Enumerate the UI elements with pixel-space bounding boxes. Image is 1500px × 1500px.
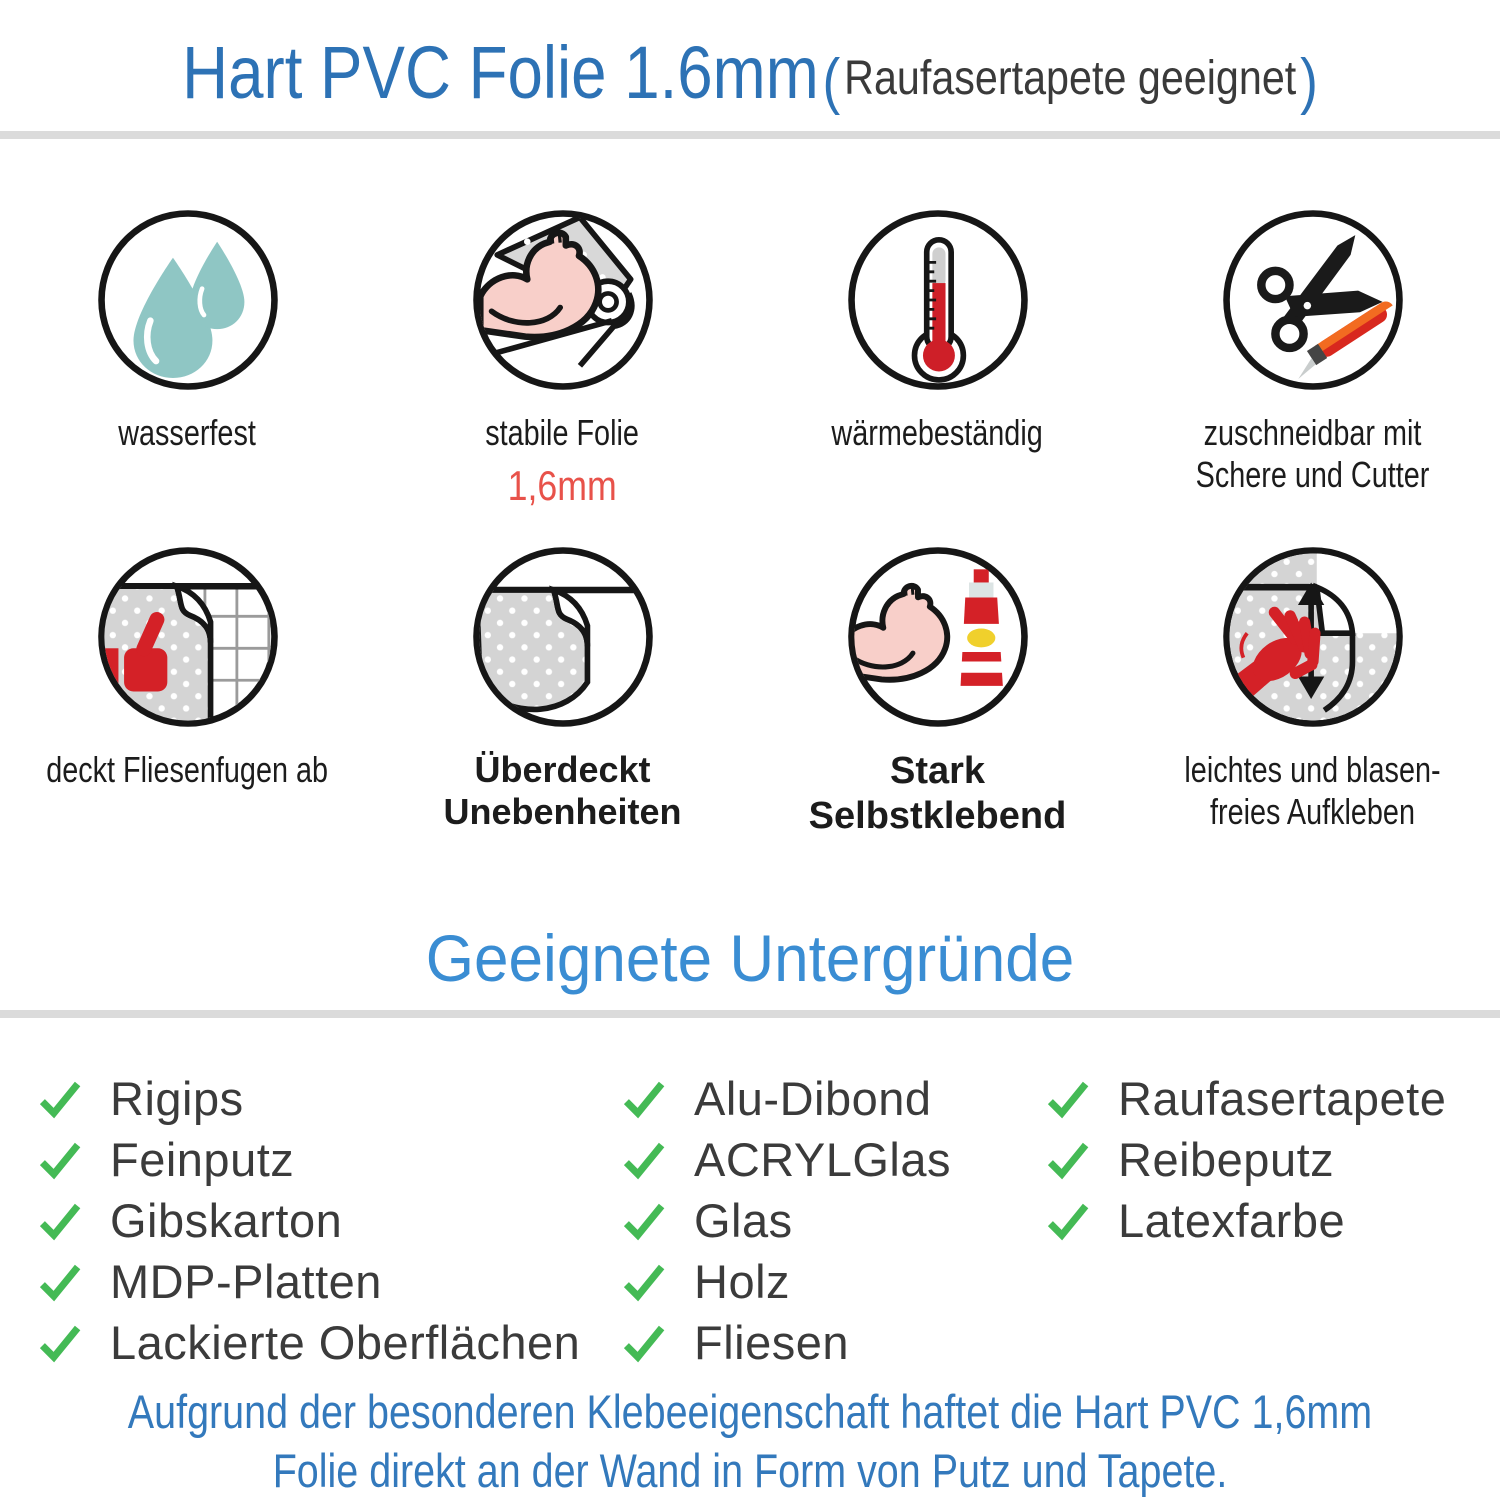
foil-fold-icon <box>469 543 657 731</box>
check-icon <box>622 1138 666 1182</box>
hand-apply-icon <box>1219 543 1407 731</box>
surface-item <box>622 1190 951 1251</box>
surface-item <box>1046 1190 1446 1251</box>
muscle-glue-icon <box>844 543 1032 731</box>
feature-label: wärmebeständig <box>831 412 1044 453</box>
check-icon <box>1046 1199 1090 1243</box>
surfaces-column-2 <box>622 1068 951 1373</box>
feature-thickness: 1,6mm <box>507 462 618 510</box>
surface-label: Gibskarton <box>110 1194 343 1247</box>
feature-cuttable <box>1125 206 1500 510</box>
feature-label: leichtes und blasen-freies Aufkleben <box>1184 749 1441 833</box>
surface-label: MDP-Platten <box>110 1255 382 1308</box>
surface-label: Latexfarbe <box>1118 1194 1346 1247</box>
surface-item <box>622 1129 951 1190</box>
check-icon <box>38 1138 82 1182</box>
feature-label: Überdeckt Unebenheiten <box>443 749 682 833</box>
footer-line-1: Aufgrund der besonderen Klebeeigenschaft haftet die Hart PVC 1,6mm <box>127 1385 1373 1438</box>
muscle-foil-icon <box>469 206 657 394</box>
feature-covers-grout <box>0 543 375 839</box>
check-icon <box>1046 1138 1090 1182</box>
surface-item <box>38 1068 580 1129</box>
surface-label: Lackierte Oberflächen <box>110 1316 581 1369</box>
surface-label: Feinputz <box>110 1133 295 1186</box>
feature-waterproof <box>0 206 375 510</box>
scissors-cutter-icon <box>1219 206 1407 394</box>
check-icon <box>38 1199 82 1243</box>
surface-item <box>38 1129 580 1190</box>
feature-label: zuschneidbar mit Schere und Cutter <box>1195 412 1430 496</box>
feature-easy-apply <box>1125 543 1500 839</box>
divider-top <box>0 131 1500 139</box>
check-icon <box>1046 1077 1090 1121</box>
feature-label: stabile Folie <box>485 412 640 453</box>
water-drops-icon <box>94 206 282 394</box>
surface-label: Rigips <box>110 1072 244 1125</box>
tile-thumb-icon <box>94 543 282 731</box>
check-icon <box>622 1077 666 1121</box>
check-icon <box>38 1077 82 1121</box>
check-icon <box>622 1260 666 1304</box>
feature-stable-foil <box>375 206 750 510</box>
subtitle-text: Raufasertapete geeignet <box>844 52 1297 105</box>
feature-row-1 <box>0 206 1500 510</box>
check-icon <box>38 1321 82 1365</box>
feature-row-2 <box>0 543 1500 839</box>
paren-open: ( <box>822 47 841 116</box>
check-icon <box>38 1260 82 1304</box>
surface-item <box>1046 1129 1446 1190</box>
surface-item <box>38 1190 580 1251</box>
feature-heat-resistant <box>750 206 1125 510</box>
surface-item <box>1046 1068 1446 1129</box>
surface-label: Reibeputz <box>1118 1133 1335 1186</box>
surface-label: ACRYLGlas <box>694 1133 952 1186</box>
check-icon <box>622 1321 666 1365</box>
paren-close: ) <box>1300 47 1318 116</box>
surface-label: Fliesen <box>694 1316 850 1369</box>
footer-line-2: Folie direkt an der Wand in Form von Putz und Tapete. <box>272 1444 1228 1498</box>
feature-label: wasserfest <box>118 412 257 453</box>
feature-label: deckt Fliesenfugen ab <box>46 749 329 790</box>
page-title <box>105 30 1395 117</box>
feature-self-adhesive <box>750 543 1125 839</box>
check-icon <box>622 1199 666 1243</box>
surface-item <box>622 1312 951 1373</box>
surface-item <box>622 1068 951 1129</box>
divider-surfaces <box>0 1010 1500 1018</box>
surface-label: Glas <box>694 1194 793 1247</box>
surface-label: Holz <box>694 1255 791 1308</box>
surface-label: Raufasertapete <box>1118 1072 1447 1125</box>
surface-label: Alu-Dibond <box>694 1072 932 1125</box>
surface-item <box>38 1251 580 1312</box>
feature-covers-unevenness <box>375 543 750 839</box>
surfaces-column-3 <box>1046 1068 1446 1251</box>
surface-item <box>622 1251 951 1312</box>
surfaces-column-1 <box>38 1068 580 1373</box>
surfaces-heading: Geeignete Untergründe <box>425 921 1075 995</box>
surface-item <box>38 1312 580 1373</box>
feature-label: Stark Selbstklebend <box>808 750 1067 837</box>
thermometer-icon <box>844 206 1032 394</box>
title-text: Hart PVC Folie 1.6mm <box>182 31 819 114</box>
footer-note <box>120 1382 1380 1500</box>
